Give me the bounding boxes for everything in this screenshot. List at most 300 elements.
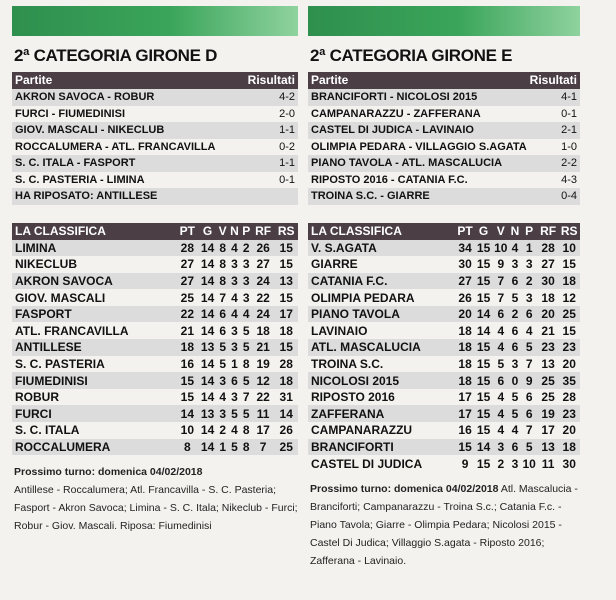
stat-cell: 14 xyxy=(198,372,217,389)
table-row xyxy=(308,289,580,306)
stat-cell: 7 xyxy=(525,423,533,438)
table-row xyxy=(12,372,298,389)
stat-cell: 18 xyxy=(177,339,199,356)
stat-cell: 7 xyxy=(242,390,250,405)
stat-cell: 3 xyxy=(525,257,533,272)
match-result: 1-1 xyxy=(279,124,295,136)
stat-cell: 5 xyxy=(509,405,520,422)
stat-cell: 21 xyxy=(180,323,194,338)
stat-cell: 1 xyxy=(217,439,228,456)
team-name: ROCCALUMERA xyxy=(12,439,177,456)
next-round xyxy=(308,480,580,570)
table-row xyxy=(308,422,580,439)
stat-cell: 20 xyxy=(562,356,576,371)
stat-cell: 3 xyxy=(231,257,238,272)
stat-cell: 15 xyxy=(476,373,491,388)
stat-cell: 18 xyxy=(455,339,475,356)
standings-table xyxy=(308,223,580,472)
stat-cell: 18 xyxy=(279,323,293,338)
stat-cell: 5 xyxy=(511,290,519,305)
stat-cell: 24 xyxy=(252,306,275,323)
stat-cell: 13 xyxy=(198,405,217,422)
stat-cell: 13 xyxy=(541,356,555,371)
stat-cell: 7 xyxy=(219,290,226,305)
standings-col-header: V xyxy=(218,224,227,238)
stat-cell: 1 xyxy=(521,240,538,257)
stat-cell: 28 xyxy=(279,356,293,371)
standings-col-header: V xyxy=(492,223,509,240)
stat-cell: 20 xyxy=(455,306,475,323)
next-round-text: Atl. Mascalucia - Branciforti; Campanarazzu - Troina S.c.; Catania F.c. - Piano Tavola; Giarre - Olimpia Pedara; Nicolosi 2015 - Castel Di Judica; Villaggio S.agata - Riposto 2016; Zafferana - Lavinaio. xyxy=(310,482,578,567)
standings-table xyxy=(12,223,298,456)
stat-cell: 3 xyxy=(217,405,228,422)
stat-cell: 4 xyxy=(509,240,520,257)
stat-cell: 5 xyxy=(228,405,240,422)
match-teams: OLIMPIA PEDARA - VILLAGGIO S.AGATA xyxy=(311,140,527,153)
stat-cell: 28 xyxy=(562,390,576,405)
table-row xyxy=(12,405,298,422)
stat-cell: 5 xyxy=(241,339,252,356)
team-name: ZAFFERANA xyxy=(308,405,455,422)
stat-cell: 5 xyxy=(219,356,226,371)
table-row xyxy=(308,306,580,323)
stat-cell: 26 xyxy=(279,423,293,438)
standings-col-header: G xyxy=(475,223,492,240)
match-row xyxy=(308,155,580,172)
match-result: 2-2 xyxy=(561,157,577,169)
stat-cell: 14 xyxy=(476,439,491,454)
stat-cell: 15 xyxy=(476,340,491,355)
team-name: S. C. ITALA xyxy=(15,423,80,438)
table-row xyxy=(308,256,580,273)
table-row xyxy=(12,322,298,339)
stat-cell: 3 xyxy=(242,257,250,272)
stat-cell: 22 xyxy=(177,306,199,323)
stat-cell: 30 xyxy=(562,456,576,471)
stat-cell: 22 xyxy=(256,390,270,405)
stat-cell: 0 xyxy=(509,372,520,389)
stat-cell: 13 xyxy=(538,439,559,456)
stat-cell: 28 xyxy=(538,240,559,257)
stat-cell: 6 xyxy=(509,439,520,456)
stat-cell: 3 xyxy=(492,439,509,456)
table-row xyxy=(12,306,298,323)
stat-cell: 18 xyxy=(541,290,555,305)
stat-cell: 4 xyxy=(497,323,505,338)
match-teams: RIPOSTO 2016 - CATANIA F.C. xyxy=(311,173,468,186)
table-row xyxy=(12,439,298,456)
stat-cell: 15 xyxy=(279,257,293,272)
team-name: TROINA S.C. xyxy=(311,356,384,371)
stat-cell: 4 xyxy=(231,423,238,438)
table-row xyxy=(308,339,580,356)
stat-cell: 17 xyxy=(541,423,555,438)
table-row xyxy=(308,439,580,456)
stat-cell: 25 xyxy=(538,372,559,389)
stat-cell: 18 xyxy=(558,439,580,456)
stat-cell: 15 xyxy=(476,456,491,471)
stat-cell: 10 xyxy=(180,423,194,438)
stat-cell: 4 xyxy=(511,423,519,438)
stat-cell: 14 xyxy=(200,356,215,371)
risultati-label: Risultati xyxy=(247,73,295,87)
stat-cell: 14 xyxy=(200,390,215,405)
table-row xyxy=(12,389,298,406)
stat-cell: 3 xyxy=(511,257,519,272)
stat-cell: 26 xyxy=(458,290,472,305)
stat-cell: 2 xyxy=(497,456,505,471)
team-name: NIKECLUB xyxy=(15,257,77,272)
stat-cell: 6 xyxy=(492,306,509,323)
stat-cell: 9 xyxy=(461,456,469,471)
stat-cell: 14 xyxy=(198,273,217,290)
stat-cell: 4 xyxy=(241,306,252,323)
match-teams: AKRON SAVOCA - ROBUR xyxy=(15,91,155,103)
stat-cell: 14 xyxy=(200,257,215,272)
stat-cell: 15 xyxy=(476,356,491,371)
stat-cell: 18 xyxy=(256,323,270,338)
match-result: 0-1 xyxy=(561,107,577,120)
standings-col-header: RF xyxy=(538,223,559,240)
stat-cell: 18 xyxy=(274,372,298,389)
stat-cell: 6 xyxy=(492,372,509,389)
stat-cell: 4 xyxy=(492,405,509,422)
stat-cell: 28 xyxy=(177,240,199,257)
team-name: LIMINA xyxy=(12,240,177,257)
match-result: 0-2 xyxy=(279,140,295,153)
stat-cell: 5 xyxy=(241,372,252,389)
standings-title: LA CLASSIFICA xyxy=(12,223,177,240)
team-name: LAVINAIO xyxy=(311,323,368,338)
match-row xyxy=(308,172,580,189)
match-teams: TROINA S.C. - GIARRE xyxy=(311,190,430,202)
stat-cell: 15 xyxy=(476,423,491,438)
stat-cell: 21 xyxy=(252,339,275,356)
match-row xyxy=(308,106,580,123)
stat-cell: 3 xyxy=(241,273,252,290)
stat-cell: 9 xyxy=(497,257,505,272)
team-name: CATANIA F.C. xyxy=(308,273,455,290)
match-teams: ROCCALUMERA - ATL. FRANCAVILLA xyxy=(15,140,216,153)
stat-cell: 5 xyxy=(521,439,538,456)
stat-cell: 8 xyxy=(242,423,250,438)
match-teams: GIOV. MASCALI - NIKECLUB xyxy=(15,124,165,136)
partite-label: Partite xyxy=(311,73,349,87)
standings-col-header: N xyxy=(510,224,520,238)
stat-cell: 6 xyxy=(219,323,226,338)
table-row xyxy=(308,273,580,290)
table-row xyxy=(12,289,298,306)
standings-col-header: RS xyxy=(558,223,580,240)
stat-cell: 27 xyxy=(541,257,555,272)
stat-cell: 3 xyxy=(242,290,250,305)
table-row xyxy=(308,240,580,257)
stat-cell: 16 xyxy=(458,423,472,438)
stat-cell: 6 xyxy=(509,273,520,290)
stat-cell: 3 xyxy=(228,273,240,290)
stat-cell: 19 xyxy=(256,356,270,371)
stat-cell: 7 xyxy=(497,290,505,305)
team-name: FIUMEDINISI xyxy=(12,372,177,389)
stat-cell: 8 xyxy=(219,257,226,272)
table-row xyxy=(308,372,580,389)
stat-cell: 20 xyxy=(562,423,576,438)
stat-cell: 3 xyxy=(525,290,533,305)
match-row xyxy=(12,155,298,172)
stat-cell: 24 xyxy=(252,273,275,290)
match-teams: CAMPANARAZZU - ZAFFERANA xyxy=(311,107,481,120)
match-row xyxy=(308,122,580,139)
stat-cell: 5 xyxy=(241,405,252,422)
stat-cell: 23 xyxy=(538,339,559,356)
table-row xyxy=(12,339,298,356)
team-name: CAMPANARAZZU xyxy=(311,423,413,438)
stat-cell: 22 xyxy=(256,290,270,305)
standings-col-header: PT xyxy=(455,223,475,240)
stat-cell: 17 xyxy=(256,423,270,438)
stat-cell: 6 xyxy=(521,306,538,323)
team-name: RIPOSTO 2016 xyxy=(311,390,395,405)
stat-cell: 27 xyxy=(180,257,194,272)
standings-col-header: P xyxy=(521,223,538,240)
match-teams: S. C. ITALA - FASPORT xyxy=(15,157,136,169)
stat-cell: 14 xyxy=(198,306,217,323)
stat-cell: 6 xyxy=(228,372,240,389)
stat-cell: 7 xyxy=(252,439,275,456)
next-round-label: Prossimo turno: domenica 04/02/2018 xyxy=(310,482,499,495)
stat-cell: 18 xyxy=(458,356,472,371)
stat-cell: 19 xyxy=(538,405,559,422)
stat-cell: 15 xyxy=(274,339,298,356)
table-row xyxy=(12,240,298,257)
stat-cell: 5 xyxy=(242,323,250,338)
match-result: 2-0 xyxy=(279,107,295,120)
stat-cell: 6 xyxy=(511,323,519,338)
stat-cell: 4 xyxy=(228,306,240,323)
stat-cell: 4 xyxy=(497,390,505,405)
match-row xyxy=(12,106,298,123)
team-name: CASTEL DI JUDICA xyxy=(311,456,423,471)
stat-cell: 11 xyxy=(252,405,275,422)
stat-cell: 15 xyxy=(455,439,475,456)
results-list xyxy=(308,89,580,205)
stat-cell: 5 xyxy=(228,439,240,456)
stat-cell: 4 xyxy=(525,323,533,338)
team-name: FASPORT xyxy=(12,306,177,323)
stat-cell: 15 xyxy=(274,240,298,257)
team-name: BRANCIFORTI xyxy=(308,439,455,456)
table-row xyxy=(12,256,298,273)
standings-header-row xyxy=(12,223,298,240)
stat-cell: 10 xyxy=(558,240,580,257)
team-name: S. C. PASTERIA xyxy=(15,356,105,371)
team-name: ANTILLESE xyxy=(12,339,177,356)
match-result: 2-1 xyxy=(561,124,577,136)
stat-cell: 35 xyxy=(558,372,580,389)
stat-cell: 14 xyxy=(200,423,215,438)
match-teams: PIANO TAVOLA - ATL. MASCALUCIA xyxy=(311,157,503,169)
stat-cell: 14 xyxy=(274,405,298,422)
standings-col-header: PT xyxy=(177,223,199,240)
stat-cell: 17 xyxy=(455,405,475,422)
match-teams: CASTEL DI JUDICA - LAVINAIO xyxy=(311,124,474,136)
team-name: ATL. MASCALUCIA xyxy=(308,339,455,356)
stat-cell: 6 xyxy=(217,306,228,323)
stat-cell: 16 xyxy=(180,356,194,371)
stat-cell: 5 xyxy=(511,390,519,405)
match-teams: HA RIPOSATO: ANTILLESE xyxy=(15,190,158,202)
stat-cell: 27 xyxy=(177,273,199,290)
match-result: 1-0 xyxy=(561,140,577,153)
stat-cell: 6 xyxy=(525,390,533,405)
stat-cell: 14 xyxy=(200,323,215,338)
stat-cell: 9 xyxy=(521,372,538,389)
match-result: 4-2 xyxy=(279,91,295,103)
match-row xyxy=(308,139,580,156)
stat-cell: 30 xyxy=(538,273,559,290)
table-row xyxy=(308,356,580,373)
match-row xyxy=(12,89,298,106)
table-row xyxy=(308,322,580,339)
stat-cell: 11 xyxy=(541,456,555,471)
stat-cell: 25 xyxy=(541,390,555,405)
stat-cell: 3 xyxy=(228,339,240,356)
stat-cell: 14 xyxy=(476,323,491,338)
stat-cell: 25 xyxy=(180,290,194,305)
stat-cell: 26 xyxy=(252,240,275,257)
stat-cell: 2 xyxy=(241,240,252,257)
match-teams: FURCI - FIUMEDINISI xyxy=(15,107,125,120)
stat-cell: 6 xyxy=(521,405,538,422)
stat-cell: 8 xyxy=(242,356,250,371)
match-row xyxy=(308,89,580,106)
stat-cell: 8 xyxy=(217,273,228,290)
stat-cell: 7 xyxy=(492,273,509,290)
match-result: 4-1 xyxy=(561,91,577,103)
section-title: 2ª CATEGORIA GIRONE E xyxy=(310,46,513,65)
team-name: NICOLOSI 2015 xyxy=(308,372,455,389)
girone-d-column xyxy=(12,0,298,535)
stat-cell: 12 xyxy=(252,372,275,389)
stat-cell: 3 xyxy=(231,390,238,405)
stat-cell: 15 xyxy=(562,257,576,272)
stat-cell: 15 xyxy=(476,390,491,405)
stat-cell: 34 xyxy=(455,240,475,257)
stat-cell: 14 xyxy=(200,290,215,305)
stat-cell: 18 xyxy=(455,372,475,389)
stat-cell: 5 xyxy=(497,356,505,371)
stat-cell: 3 xyxy=(231,323,238,338)
stat-cell: 5 xyxy=(217,339,228,356)
stat-cell: 30 xyxy=(458,257,472,272)
table-row xyxy=(308,455,580,472)
stat-cell: 23 xyxy=(558,405,580,422)
stat-cell: 10 xyxy=(522,456,536,471)
team-name: OLIMPIA PEDARA xyxy=(311,290,415,305)
team-name: FURCI xyxy=(12,405,177,422)
stat-cell: 18 xyxy=(558,273,580,290)
table-row xyxy=(308,389,580,406)
results-list xyxy=(12,89,298,205)
stat-cell: 14 xyxy=(476,307,491,322)
stat-cell: 23 xyxy=(558,339,580,356)
stat-cell: 4 xyxy=(497,423,505,438)
match-row xyxy=(308,188,580,205)
table-row xyxy=(308,405,580,422)
stat-cell: 8 xyxy=(217,240,228,257)
results-header xyxy=(12,72,298,89)
standings-col-header: RS xyxy=(274,223,298,240)
stat-cell: 5 xyxy=(521,339,538,356)
team-name: GIOV. MASCALI xyxy=(15,290,106,305)
match-row xyxy=(12,172,298,189)
stat-cell: 8 xyxy=(177,439,199,456)
stat-cell: 13 xyxy=(198,339,217,356)
stat-cell: 13 xyxy=(274,273,298,290)
team-name: V. S.AGATA xyxy=(308,240,455,257)
stat-cell: 14 xyxy=(198,240,217,257)
stat-cell: 4 xyxy=(228,240,240,257)
match-result: 4-3 xyxy=(561,173,577,186)
stat-cell: 2 xyxy=(509,306,520,323)
stat-cell: 8 xyxy=(241,439,252,456)
stat-cell: 27 xyxy=(256,257,270,272)
match-teams: S. C. PASTERIA - LIMINA xyxy=(15,173,145,186)
stat-cell: 15 xyxy=(177,372,199,389)
match-teams: BRANCIFORTI - NICOLOSI 2015 xyxy=(311,91,478,103)
stat-cell: 2 xyxy=(219,423,226,438)
stat-cell: 3 xyxy=(511,456,519,471)
stat-cell: 15 xyxy=(476,406,491,421)
stat-cell: 2 xyxy=(521,273,538,290)
stat-cell: 1 xyxy=(231,356,238,371)
stat-cell: 25 xyxy=(558,306,580,323)
girone-e-column xyxy=(308,0,580,570)
standings-title: LA CLASSIFICA xyxy=(308,223,455,240)
table-row xyxy=(12,356,298,373)
stat-cell: 4 xyxy=(492,339,509,356)
stat-cell: 18 xyxy=(458,323,472,338)
stat-cell: 14 xyxy=(198,439,217,456)
partite-label: Partite xyxy=(15,73,53,87)
standings-col-header: N xyxy=(230,224,239,238)
risultati-label: Risultati xyxy=(529,73,577,87)
next-round xyxy=(12,463,298,535)
stat-cell: 27 xyxy=(455,273,475,290)
stat-cell: 15 xyxy=(476,240,491,255)
stat-cell: 21 xyxy=(541,323,555,338)
match-row xyxy=(12,122,298,139)
table-row xyxy=(12,273,298,290)
match-row xyxy=(12,139,298,156)
green-header-bar xyxy=(12,6,298,36)
stat-cell: 15 xyxy=(476,257,491,272)
stat-cell: 4 xyxy=(219,390,226,405)
team-name: ROBUR xyxy=(15,390,59,405)
green-header-bar xyxy=(308,6,580,36)
team-name: AKRON SAVOCA xyxy=(12,273,177,290)
stat-cell: 15 xyxy=(180,390,194,405)
stat-cell: 15 xyxy=(279,290,293,305)
stat-cell: 7 xyxy=(525,356,533,371)
next-round-text: Antillese - Roccalumera; Atl. Francavilla - S. C. Pasteria; Fasport - Akron Savoca; Limina - S. C. Itala; Nikeclub - Furci; Robur - Giov. Mascali. Riposa: Fiumedinisi xyxy=(14,484,298,533)
table-row xyxy=(12,422,298,439)
team-name: GIARRE xyxy=(311,257,358,272)
stat-cell: 3 xyxy=(511,356,519,371)
next-round-label: Prossimo turno: domenica 04/02/2018 xyxy=(14,466,203,479)
team-name: ATL. FRANCAVILLA xyxy=(15,323,129,338)
match-row xyxy=(12,188,298,205)
